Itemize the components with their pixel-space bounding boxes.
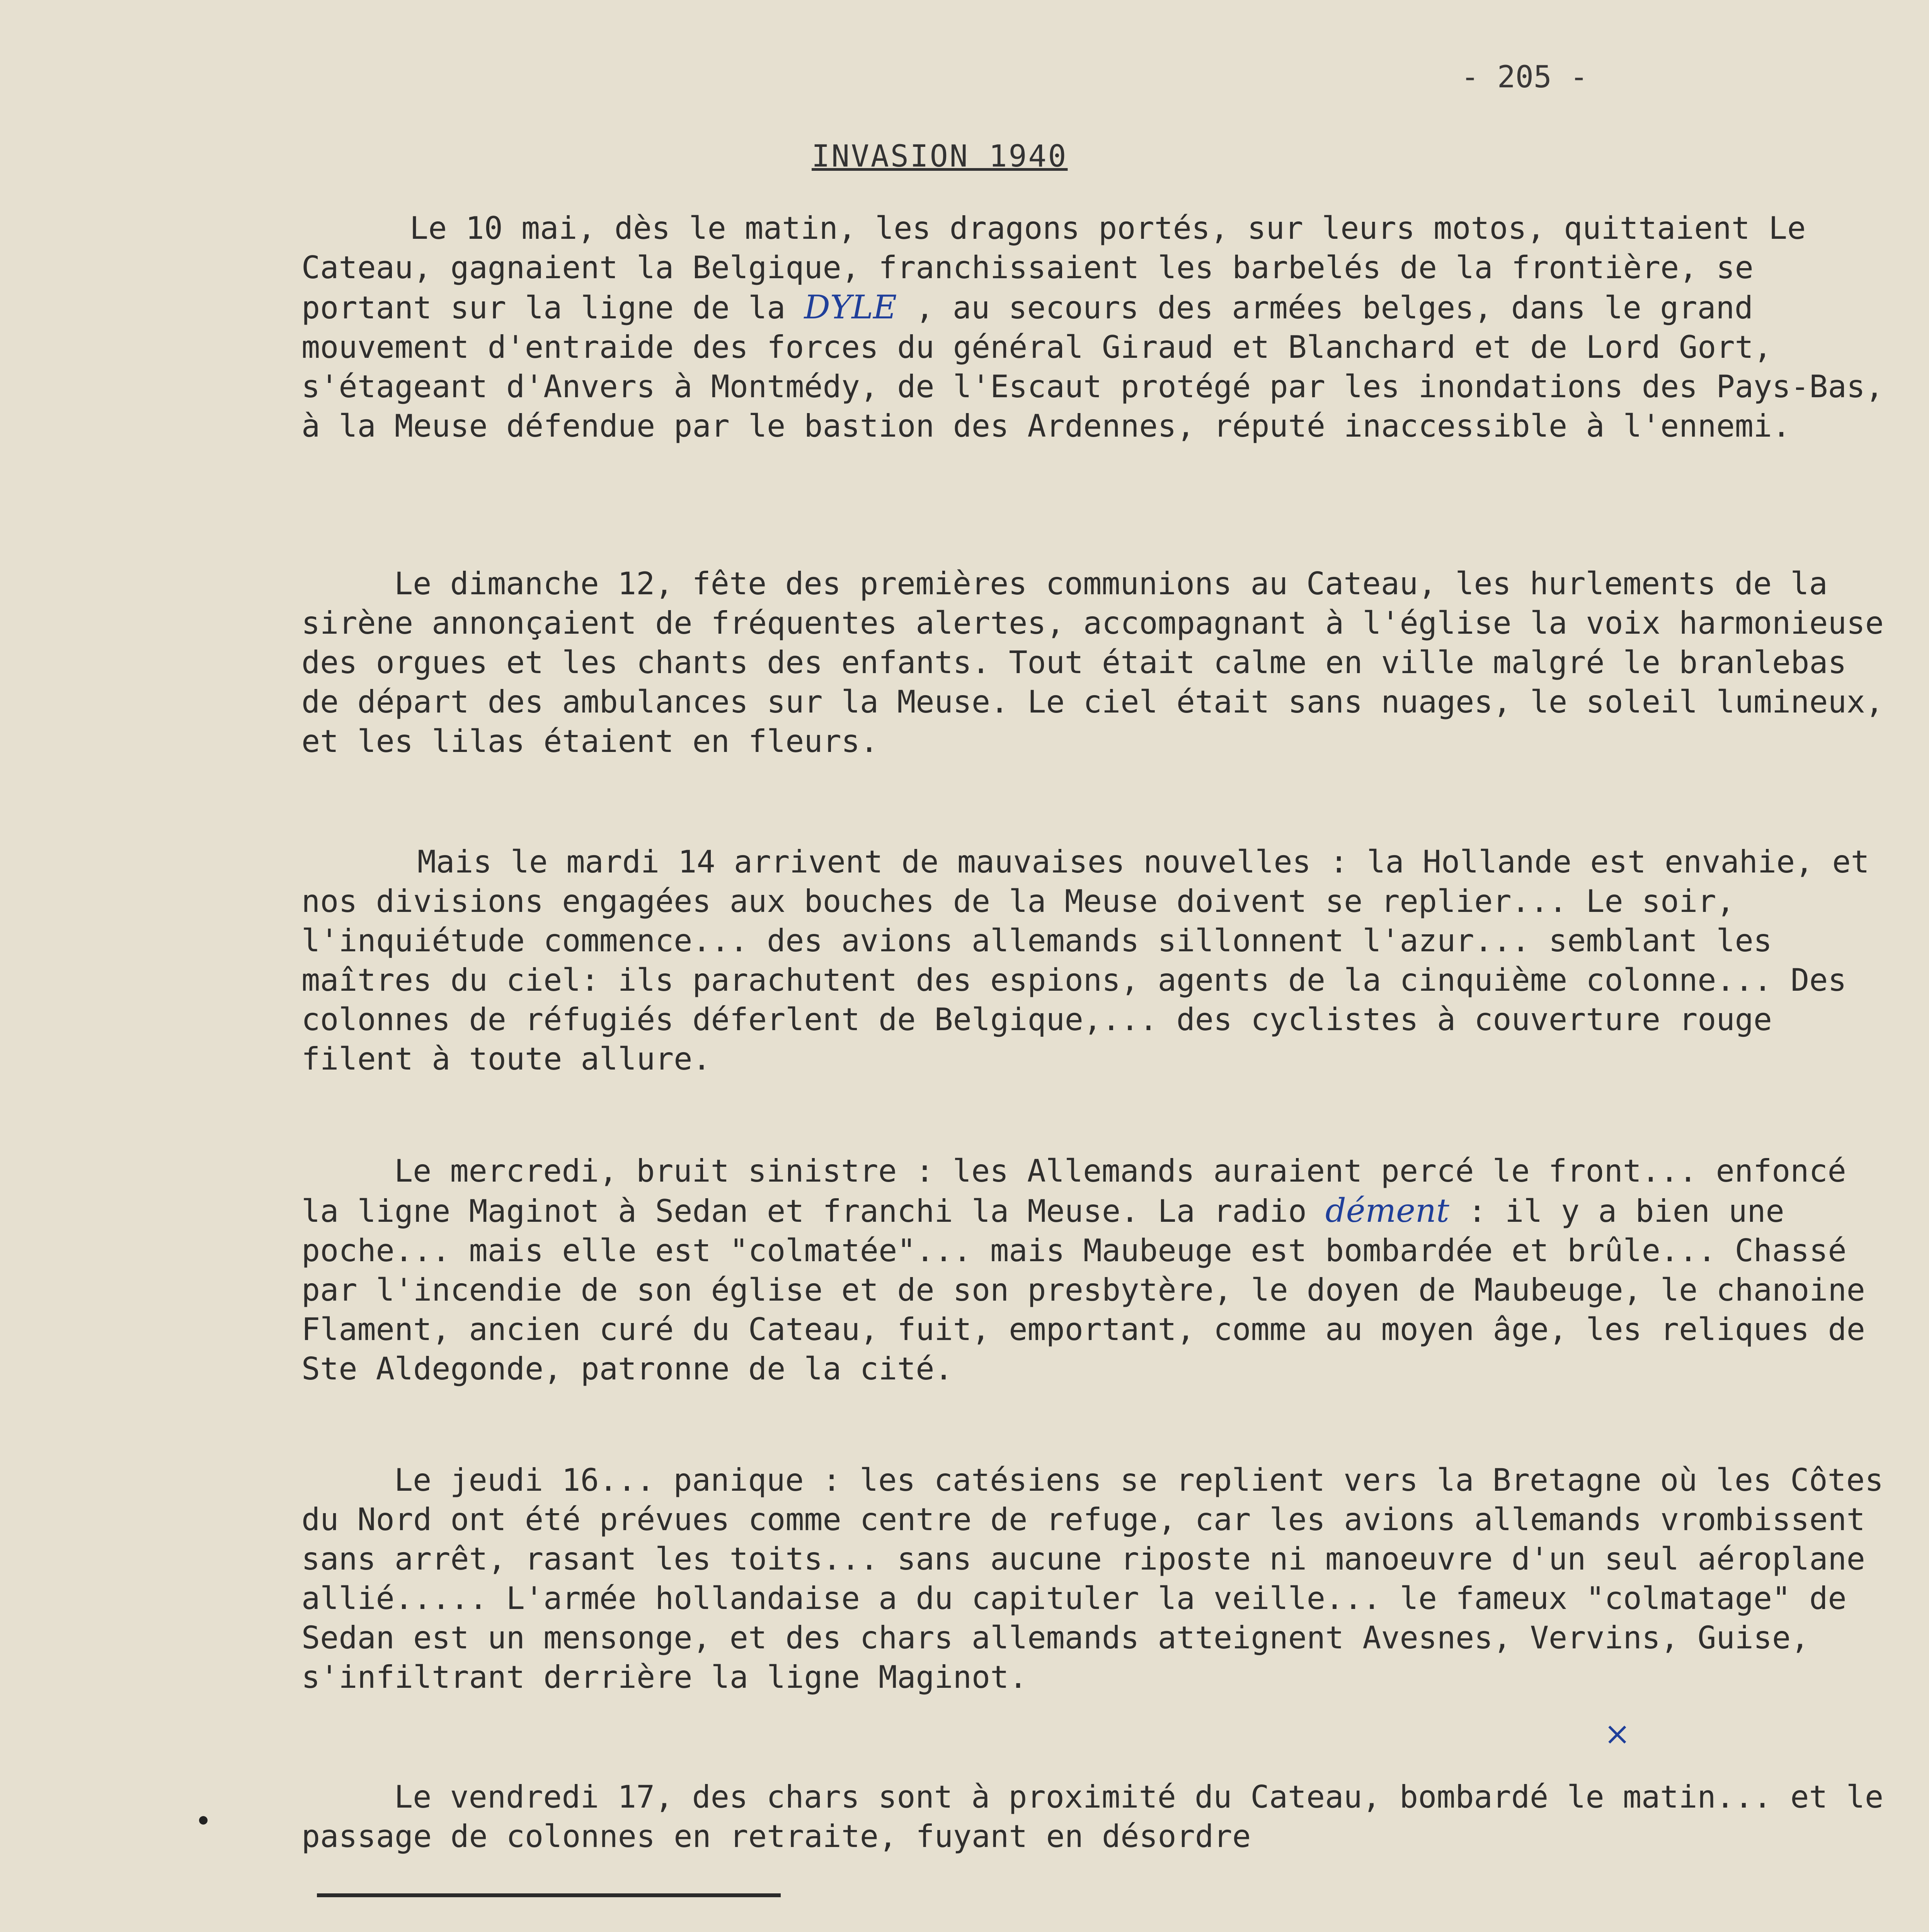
paragraph-6: Le vendredi 17, des chars sont à proximité du Cateau, bombardé le matin... et le passage de colonnes en retraite, fuyant en désordre bbox=[301, 1779, 1902, 1854]
paragraph-4 bbox=[301, 1151, 1902, 1389]
paragraph-5: Le jeudi 16... panique : les catésiens se replient vers la Bretagne où les Côtes du Nord ont été prévues comme centre de refuge, car les avions allemands vrombissent sans arrêt, rasant les toits... sans aucune riposte ni manoeuvre d'un seul aéroplane allié..... L'armée hollandaise a du capituler la veille... le fameux "colmatage" de Sedan est un mensonge, et des chars allemands atteignent Avesnes, Vervins, Guise, s'infiltrant derrière la ligne Maginot. bbox=[301, 1462, 1902, 1695]
handwritten-x-mark: × bbox=[1604, 1716, 1631, 1752]
margin-dot bbox=[199, 1816, 208, 1825]
paragraph-4-text-before: Le mercredi, bruit sinistre : les Allemands auraient percé le front... enfoncé la ligne Maginot à Sedan et franchi la Meuse. La radio bbox=[301, 1153, 1865, 1229]
page-title: INVASION 1940 bbox=[812, 139, 1068, 174]
paragraph-1-text-before: Le 10 mai, dès le matin, les dragons portés, sur leurs motos, quittaient Le Cateau, gagnaient la Belgique, franchissaient les barbelés de la frontière, se portant sur la ligne de la bbox=[301, 210, 1825, 326]
paragraph-1-text-after: , au secours des armées belges, dans le grand mouvement d'entraide des forces du général Giraud et Blanchard et de Lord Gort, s'étageant d'Anvers à Montmédy, de l'Escaut protégé par les inondations des Pays-Bas, à la Meuse défendue par le bastion des Ardennes, réputé inaccessible à l'ennemi. bbox=[301, 290, 1903, 444]
paragraph-2: Le dimanche 12, fête des premières communions au Cateau, les hurlements de la sirène annonçaient de fréquentes alertes, accompagnant à l'église la voix harmonieuse des orgues et les chants des enfants. Tout était calme en ville malgré le branlebas de départ des ambulances sur la Meuse. Le ciel était sans nuages, le soleil lumineux, et les lilas étaient en fleurs. bbox=[301, 566, 1903, 759]
handwritten-dyle: DYLE bbox=[804, 288, 897, 326]
paragraph-3: Mais le mardi 14 arrivent de mauvaises nouvelles : la Hollande est envahie, et nos divisions engagées aux bouches de la Meuse doivent se replier... Le soir, l'inquiétude commence... des avions allemands sillonnent l'azur... semblant les maîtres du ciel: ils parachutent des espions, agents de la cinquième colonne... Des colonnes de réfugiés déferlent de Belgique,... des cyclistes à couverture rouge filent à toute allure. bbox=[301, 844, 1888, 1077]
handwritten-dement: dément bbox=[1325, 1192, 1449, 1230]
paragraph-1 bbox=[301, 209, 1902, 446]
page-number: - 205 - bbox=[1461, 60, 1588, 95]
paragraph-4-text-after: : il y a bien une poche... mais elle est "colmatée"... mais Maubeuge est bombardée et brûle... Chassé par l'incendie de son église et de son presbytère, le doyen de Maubeuge, le chanoine Flament, ancien curé du Cateau, fuit, emportant, comme au moyen âge, les reliques de Ste Aldegonde, patronne de la cité. bbox=[301, 1193, 1884, 1387]
footnote-rule bbox=[317, 1893, 781, 1897]
